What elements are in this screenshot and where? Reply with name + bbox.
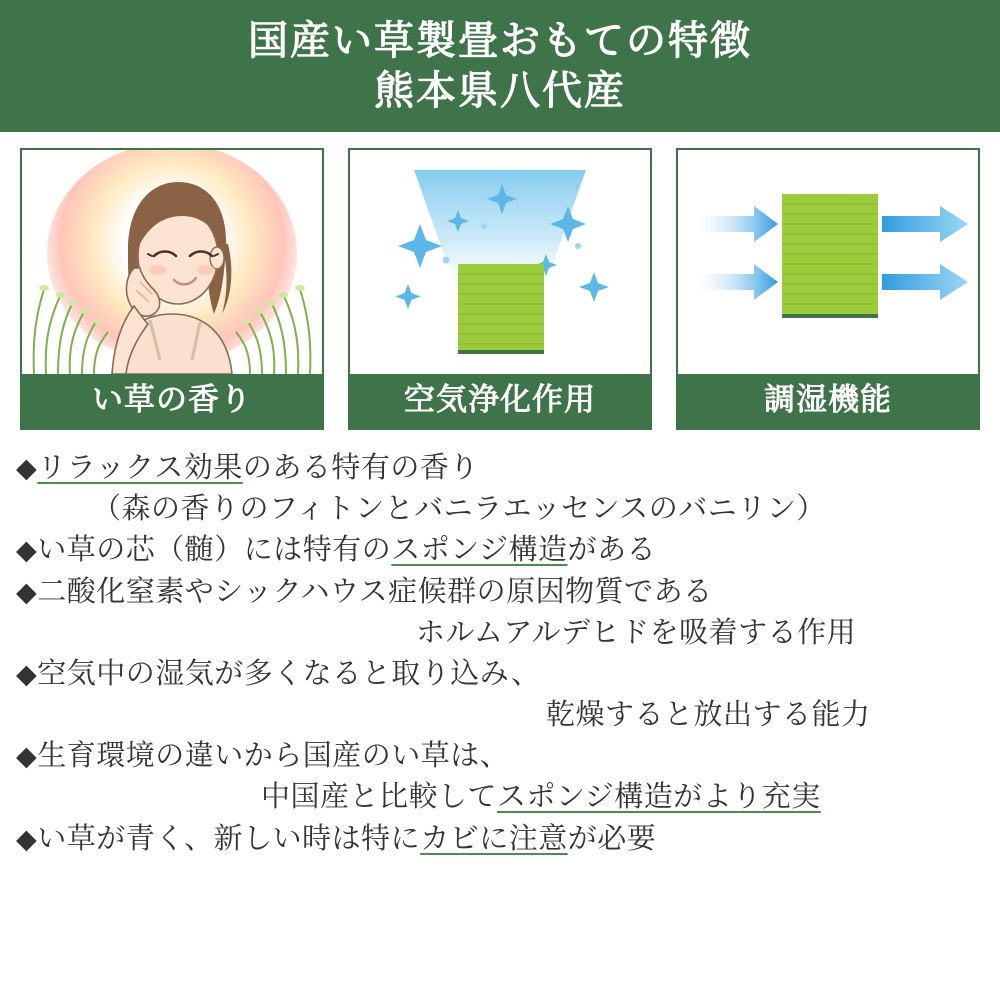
description-text: 乾燥すると放出する能力	[546, 699, 871, 732]
feature-card-caption: 空気浄化作用	[350, 374, 650, 428]
page-header	[0, 0, 1000, 132]
description-text: い草が青く、新しい時は特に	[37, 822, 421, 855]
feature-card-caption: い草の香り	[22, 374, 322, 428]
bullet-diamond-icon: ◆	[16, 535, 38, 566]
description-text: 空気中の湿気が多くなると取り込み、	[37, 657, 541, 690]
description-text: のある特有の香り	[242, 452, 479, 485]
humidity-control-illustration	[678, 150, 978, 374]
feature-card-air-purification	[348, 148, 652, 430]
bullet-diamond-icon: ◆	[16, 741, 38, 772]
bullet-diamond-icon: ◆	[16, 823, 38, 854]
purify-beam-icon	[350, 150, 650, 374]
highlighted-text: スポンジ構造	[391, 534, 568, 567]
page-title-line-1: 国産い草製畳おもての特徴	[248, 19, 752, 63]
highlighted-text: カビに注意	[420, 822, 568, 855]
description-text: ホルムアルデヒドを吸着する作用	[416, 616, 857, 649]
description-line	[16, 613, 984, 654]
description-text: 中国産と比較して	[261, 781, 498, 814]
description-line	[16, 819, 984, 860]
description-line	[16, 695, 984, 736]
bullet-diamond-icon: ◆	[16, 658, 38, 689]
description-line	[16, 736, 984, 777]
description-text: 生育環境の違いから国産のい草は、	[37, 740, 510, 773]
feature-card-caption: 調湿機能	[678, 374, 978, 428]
bullet-diamond-icon: ◆	[16, 576, 38, 607]
relaxed-woman-icon	[82, 164, 262, 374]
description-text: がある	[567, 534, 657, 567]
description-line	[16, 530, 984, 571]
description-text: 二酸化窒素やシックハウス症候群の原因物質である	[37, 575, 713, 608]
feature-card-list	[0, 132, 1000, 430]
feature-description-list	[0, 430, 1000, 860]
description-line	[16, 777, 984, 818]
air-purification-illustration	[350, 150, 650, 374]
description-line	[16, 489, 984, 530]
feature-card-humidity	[676, 148, 980, 430]
description-line	[16, 654, 984, 695]
highlighted-text: リラックス効果	[37, 452, 243, 485]
description-text: （森の香りのフィトンとバニラエッセンスのバニリン）	[92, 493, 826, 526]
woman-fragrance-illustration	[22, 150, 322, 374]
highlighted-text: スポンジ構造がより充実	[497, 781, 821, 814]
description-text: い草の芯（髄）には特有の	[37, 534, 392, 567]
page-title-line-2: 熊本県八代産	[374, 69, 626, 113]
description-text: が必要	[567, 822, 657, 855]
feature-card-fragrance	[20, 148, 324, 430]
bullet-diamond-icon: ◆	[16, 453, 38, 484]
humidity-arrows-icon	[678, 150, 978, 374]
description-line	[16, 448, 984, 489]
description-line	[16, 572, 984, 613]
